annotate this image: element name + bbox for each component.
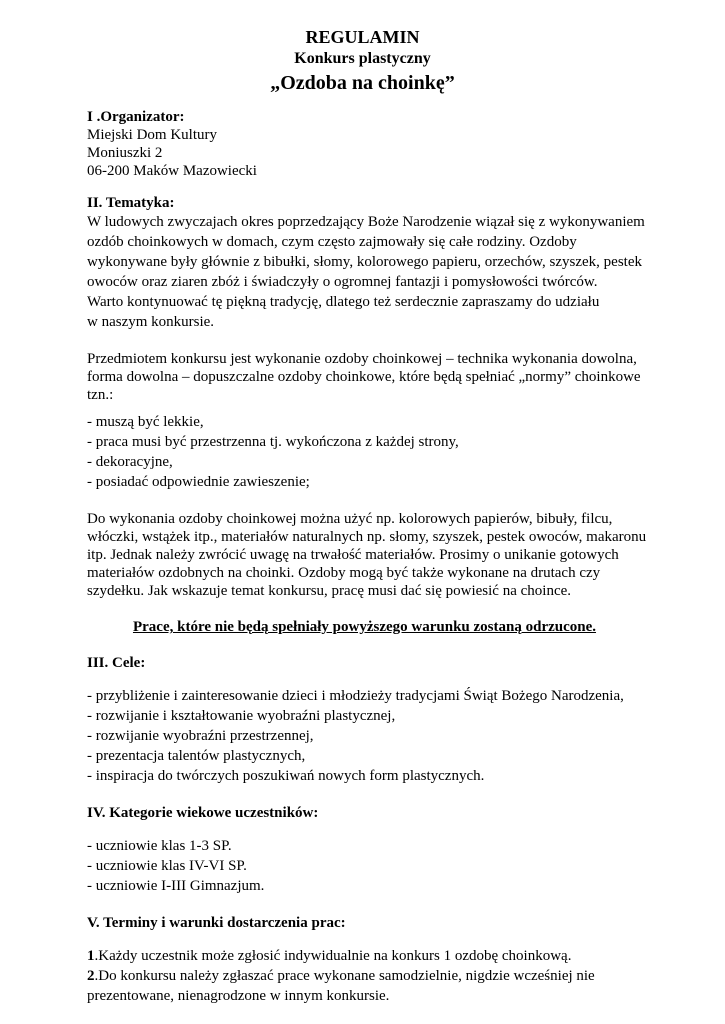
list-item: - posiadać odpowiednie zawieszenie; — [87, 474, 310, 490]
text-line: w naszym konkursie. — [87, 314, 215, 330]
text-line: tzn.: — [87, 387, 114, 403]
rule-1 — [87, 946, 642, 966]
text-line: Do wykonania ozdoby choinkowej można użyć np. kolorowych papierów, bibuły, filcu, — [87, 511, 613, 527]
contest-name: „Ozdoba na choinkę” — [270, 72, 455, 94]
theme-paragraph-1 — [87, 212, 645, 332]
document-subtitle: Konkurs plastyczny — [294, 50, 431, 67]
categories-list — [87, 836, 642, 896]
document-body — [87, 108, 647, 1006]
goals-heading: III. Cele: — [87, 655, 146, 671]
goals-list — [87, 686, 642, 786]
list-item: - muszą być lekkie, — [87, 414, 204, 430]
rule-text: .Każdy uczestnik może zgłosić indywidualnie na konkurs 1 ozdobę choinkową. — [94, 948, 572, 964]
list-item: - uczniowie klas 1-3 SP. — [87, 838, 232, 854]
list-item: - prezentacja talentów plastycznych, — [87, 748, 306, 764]
text-line: Warto kontynuować tę piękną tradycję, dlatego też serdecznie zapraszamy do udziału — [87, 294, 600, 310]
norms-list — [87, 412, 642, 492]
text-line: włóczki, wstążek itp., materiałów naturalnych np. słomy, szyszek, pestek owoców, makaronu — [87, 529, 647, 545]
list-item: - rozwijanie wyobraźni przestrzennej, — [87, 728, 314, 744]
text-line: forma dowolna – dopuszczalne ozdoby choinkowe, które będą spełniać „normy” choinkowe — [87, 369, 641, 385]
text-line: Przedmiotem konkursu jest wykonanie ozdoby choinkowej – technika wykonania dowolna, — [87, 351, 637, 367]
rule-number: 2 — [87, 968, 95, 984]
organizer-line: Miejski Dom Kultury — [87, 127, 217, 143]
list-item: - praca musi być przestrzenna tj. wykończona z każdej strony, — [87, 434, 459, 450]
rule-2 — [87, 966, 642, 986]
list-item: - uczniowie klas IV-VI SP. — [87, 858, 247, 874]
theme-heading: II. Tematyka: — [87, 195, 175, 211]
organizer-heading: I .Organizator: — [87, 109, 185, 125]
rule-2-continuation: prezentowane, nienagrodzone w innym konkursie. — [87, 988, 390, 1004]
organizer-line: Moniuszki 2 — [87, 145, 163, 161]
document-title: REGULAMIN — [305, 27, 420, 47]
theme-paragraph-2 — [87, 350, 642, 404]
list-item: - przybliżenie i zainteresowanie dzieci i młodzieży tradycjami Świąt Bożego Narodzenia, — [87, 688, 624, 704]
text-line: szydełku. Jak wskazuje temat konkursu, pracę musi dać się powiesić na choince. — [87, 583, 572, 599]
organizer-line: 06-200 Maków Mazowiecki — [87, 163, 257, 179]
text-line: owoców oraz ziaren zbóż i świadczyły o ogromnej fantazji i pomysłowości twórców. — [87, 274, 598, 290]
text-line: materiałów ozdobnych na choinki. Ozdoby mogą być także wykonane na drutach czy — [87, 565, 601, 581]
list-item: - inspiracja do twórczych poszukiwań nowych form plastycznych. — [87, 768, 485, 784]
text-line: W ludowych zwyczajach okres poprzedzający Boże Narodzenie wiązał się z wykonywaniem — [87, 214, 645, 230]
theme-paragraph-3 — [87, 510, 647, 600]
list-item: - rozwijanie i kształtowanie wyobraźni plastycznej, — [87, 708, 396, 724]
text-line: wykonywane były głównie z bibułki, słomy, kolorowego papieru, orzechów, szyszek, pestek — [87, 254, 643, 270]
text-line: itp. Jednak należy zwrócić uwagę na trwałość materiałów. Prosimy o unikanie gotowych — [87, 547, 619, 563]
text-line: ozdób choinkowych w domach, czym często zajmowały się całe rodziny. Ozdoby — [87, 234, 577, 250]
list-item: - uczniowie I-III Gimnazjum. — [87, 878, 265, 894]
list-item: - dekoracyjne, — [87, 454, 173, 470]
rule-text: .Do konkursu należy zgłaszać prace wykonane samodzielnie, nigdzie wcześniej nie — [94, 968, 595, 984]
categories-heading: IV. Kategorie wiekowe uczestników: — [87, 805, 319, 821]
rejection-warning: Prace, które nie będą spełniały powyższego warunku zostaną odrzucone. — [132, 619, 597, 635]
terms-heading: V. Terminy i warunki dostarczenia prac: — [87, 915, 346, 931]
rule-number: 1 — [87, 948, 95, 964]
title-block — [0, 26, 725, 96]
